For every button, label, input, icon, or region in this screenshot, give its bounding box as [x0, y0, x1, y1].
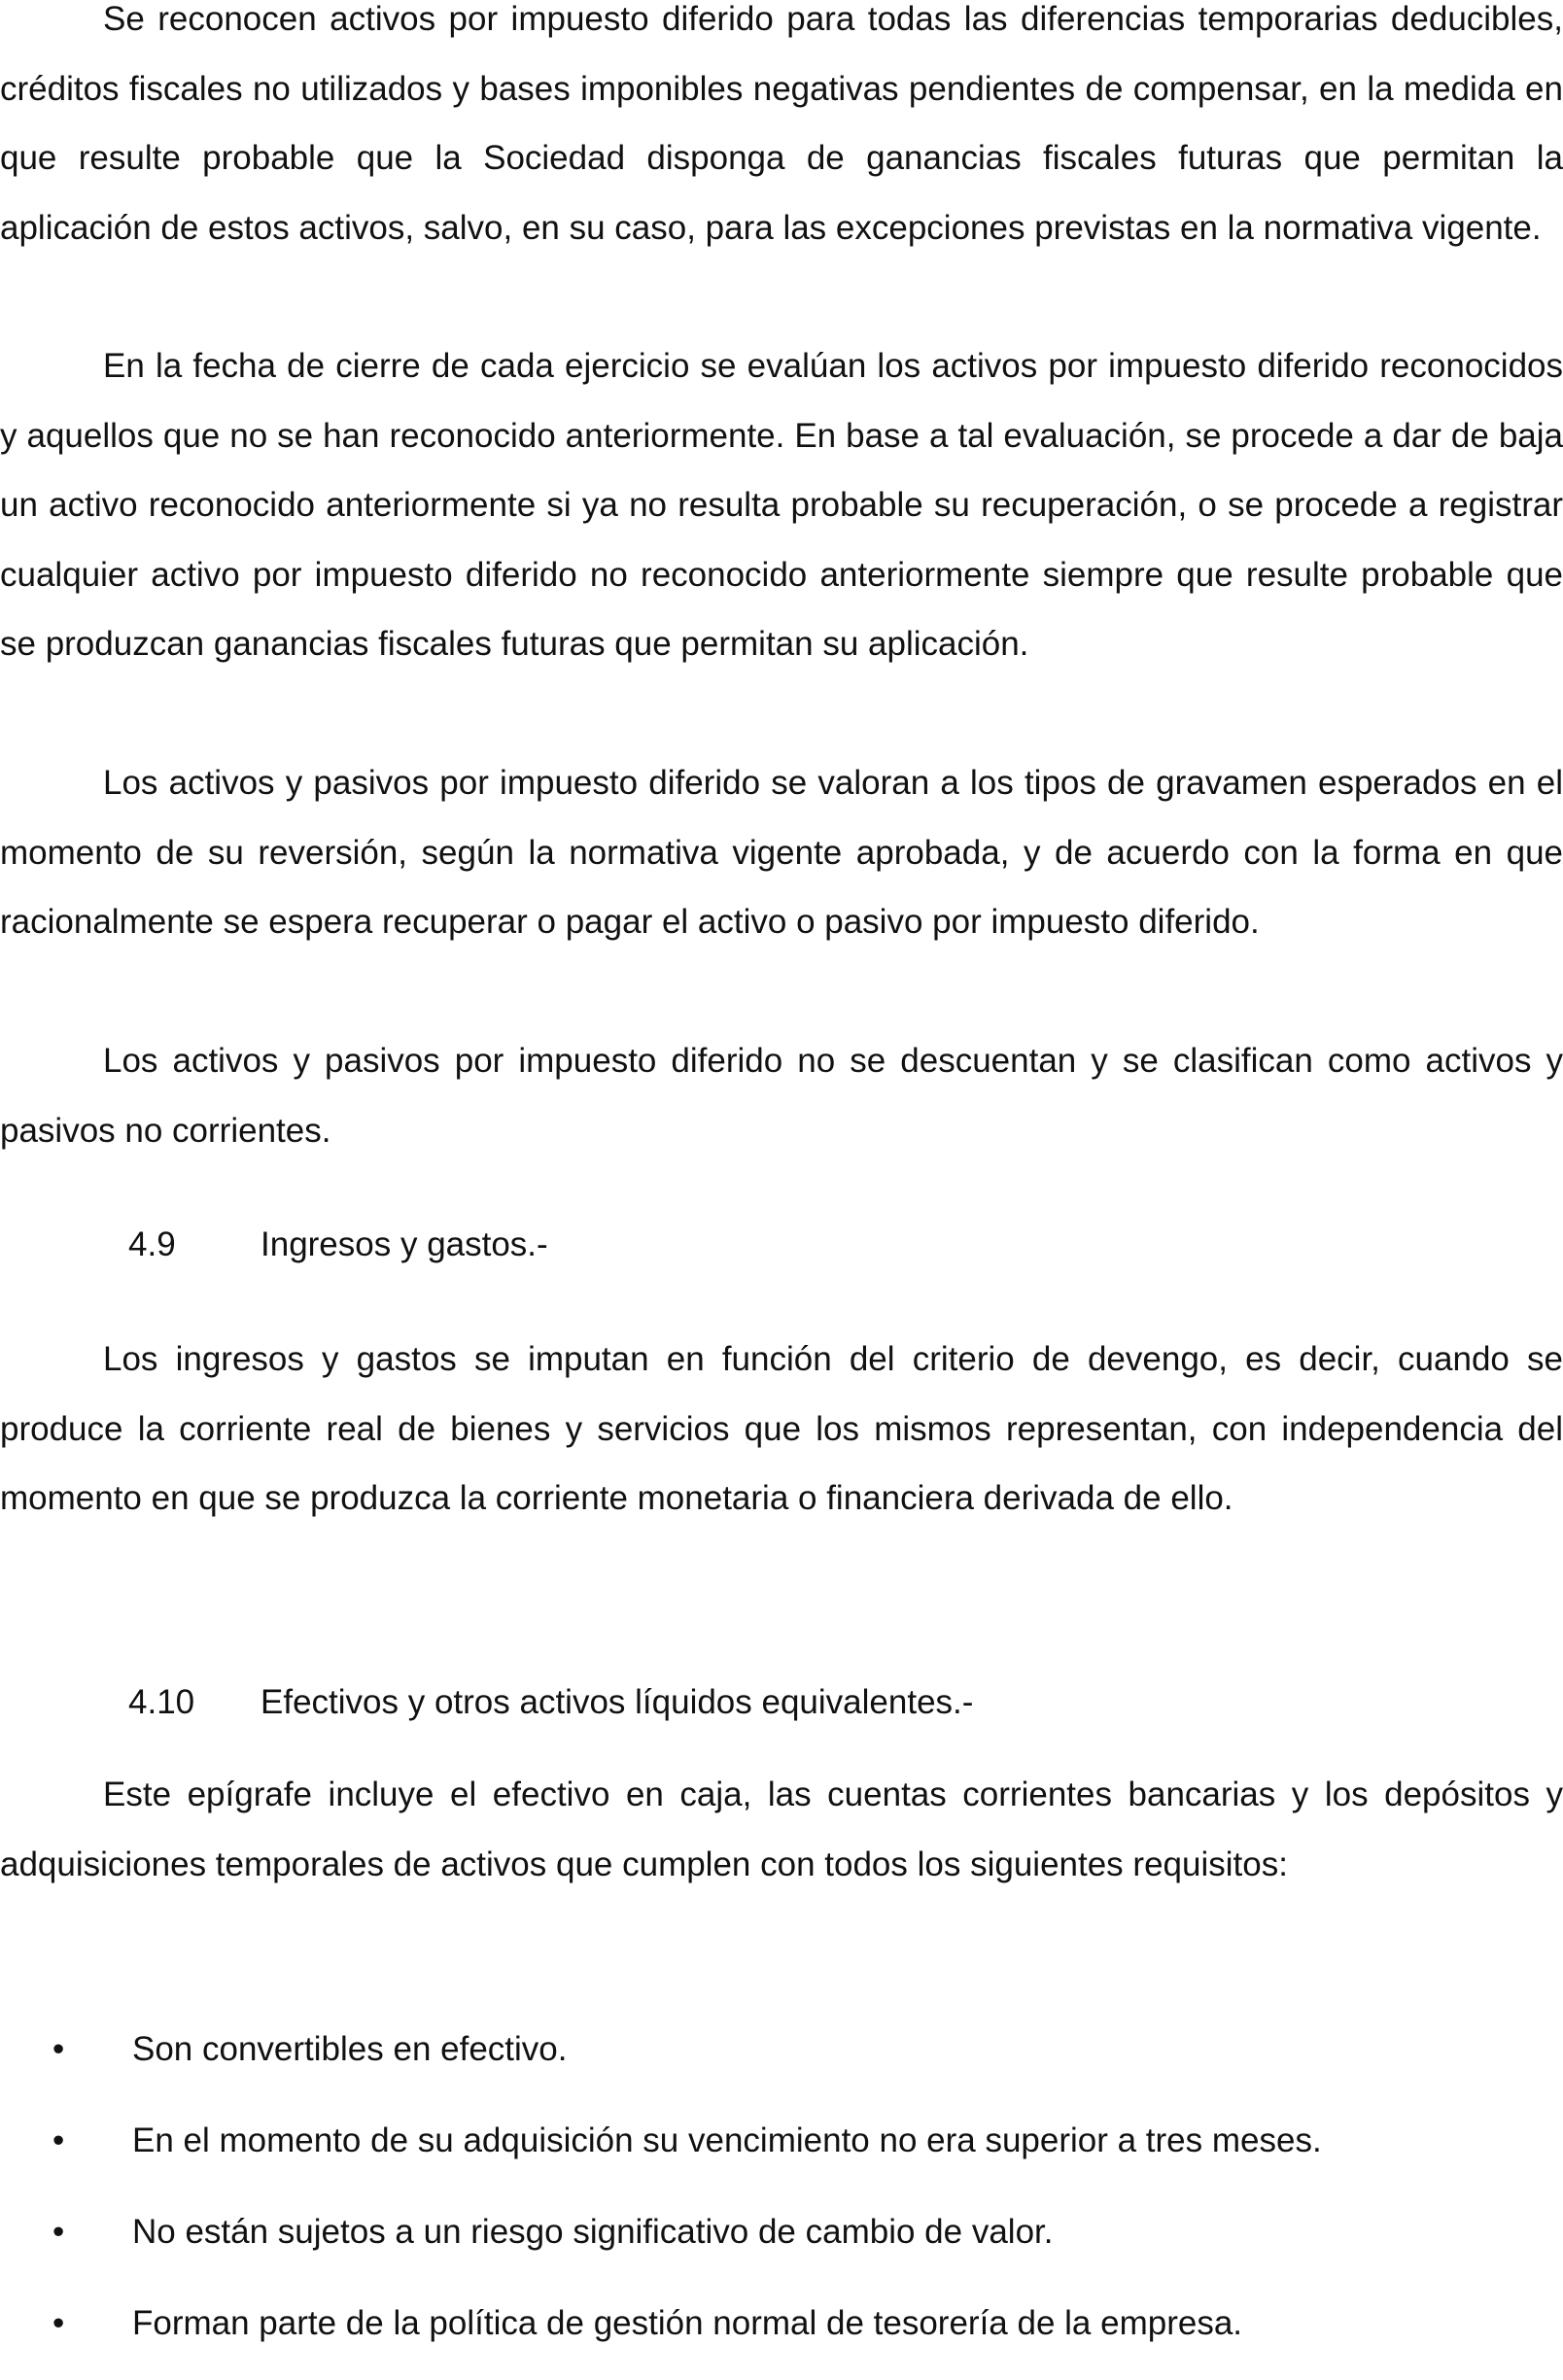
section-title: Ingresos y gastos.-: [260, 1225, 548, 1263]
paragraph-deferred-tax-valuation: Los activos y pasivos por impuesto diferido se valoran a los tipos de gravamen esperados en el momento de su reversión, según la normativa vigente aprobada, y de acuerdo con la forma en que racionalmente se espera recuperar o pagar el activo o pasivo por impuesto diferido.: [0, 764, 1563, 941]
list-item: [0, 2197, 1563, 2289]
bullet-marker: •: [52, 2213, 65, 2251]
section-number: 4.9: [128, 1225, 176, 1263]
list-item-text: Son convertibles en efectivo.: [132, 2030, 568, 2068]
section-title: Efectivos y otros activos líquidos equivalentes.-: [260, 1683, 974, 1721]
paragraph-income-expenses: Los ingresos y gastos se imputan en función del criterio de devengo, es decir, cuando se produce la corriente real de bienes y servicios que los mismos representan, con independencia del momento en que se produzca la corriente monetaria o financiera derivada de ello.: [0, 1340, 1563, 1517]
bullet-marker: •: [52, 2030, 65, 2068]
list-item-text: Forman parte de la política de gestión normal de tesorería de la empresa.: [132, 2304, 1243, 2342]
requirements-list: [0, 2015, 1563, 2380]
paragraph-cash-equivalents: Este epígrafe incluye el efectivo en caja, las cuentas corrientes bancarias y los depósitos y adquisiciones temporales de activos que cumplen con todos los siguientes requisitos:: [0, 1776, 1563, 1883]
list-item: [0, 2289, 1563, 2380]
paragraph-deferred-tax-evaluation: En la fecha de cierre de cada ejercicio se evalúan los activos por impuesto diferido reconocidos y aquellos que no se han reconocido anteriormente. En base a tal evaluación, se procede a dar de baja un activo reconocido anteriormente si ya no resulta probable su recuperación, o se procede a registrar cualquier activo por impuesto diferido no reconocido anteriormente siempre que resulte probable que se produzcan ganancias fiscales futuras que permitan su aplicación.: [0, 347, 1563, 663]
paragraph-deferred-tax-recognition: Se reconocen activos por impuesto diferido para todas las diferencias temporarias deducibles, créditos fiscales no utilizados y bases imponibles negativas pendientes de compensar, en la medida en que resulte probable que la Sociedad disponga de ganancias fiscales futuras que permitan la aplicación de estos activos, salvo, en su caso, para las excepciones previstas en la normativa vigente.: [0, 0, 1563, 247]
section-number: 4.10: [128, 1683, 195, 1721]
paragraph-deferred-tax-classification: Los activos y pasivos por impuesto diferido no se descuentan y se clasifican como activos y pasivos no corrientes.: [0, 1042, 1563, 1150]
list-item: [0, 2015, 1563, 2106]
list-item-text: No están sujetos a un riesgo significativo de cambio de valor.: [132, 2213, 1054, 2251]
bullet-marker: •: [52, 2304, 65, 2342]
list-item: [0, 2106, 1563, 2197]
list-item-text: En el momento de su adquisición su vencimiento no era superior a tres meses.: [132, 2121, 1322, 2159]
bullet-marker: •: [52, 2121, 65, 2159]
